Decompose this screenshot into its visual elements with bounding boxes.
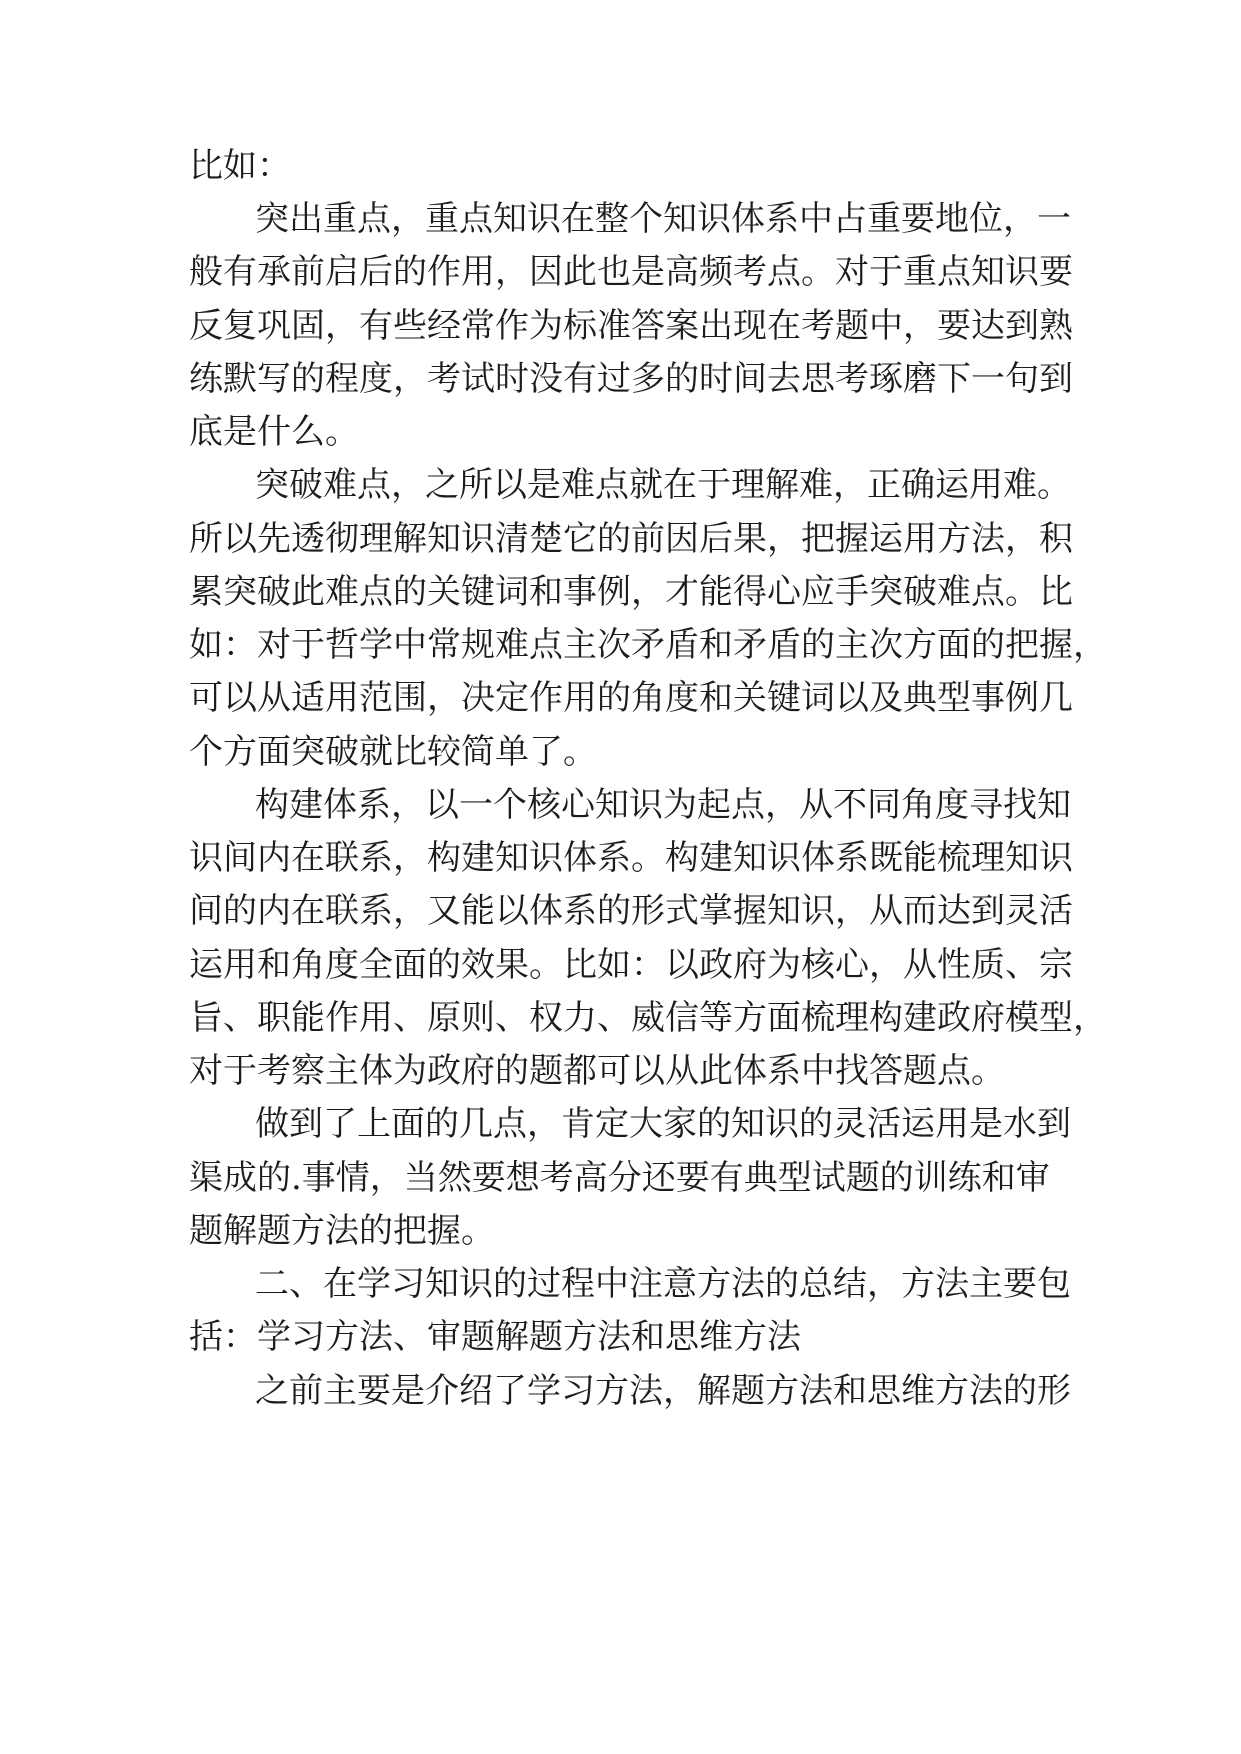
text-line: 括：学习方法、审题解题方法和思维方法 (189, 1317, 801, 1357)
text-line: 个方面突破就比较简单了。 (189, 732, 597, 772)
text-line: 累突破此难点的关键词和事例，才能得心应手突破难点。比 (189, 572, 1073, 612)
paragraph-first-line: 构建体系，以一个核心知识为起点，从不同角度寻找知 (255, 785, 1071, 825)
paragraph-first-line: 突出重点，重点知识在整个知识体系中占重要地位，一 (255, 199, 1071, 239)
text-line: 题解题方法的把握。 (189, 1211, 495, 1251)
text-line: 对于考察主体为政府的题都可以从此体系中找答题点。 (189, 1051, 1005, 1091)
paragraph-first-line: 之前主要是介绍了学习方法，解题方法和思维方法的形 (255, 1371, 1071, 1411)
text-line: 如：对于哲学中常规难点主次矛盾和矛盾的主次方面的把握， (189, 625, 1107, 665)
paragraph-first-line: 做到了上面的几点，肯定大家的知识的灵活运用是水到 (255, 1104, 1071, 1144)
text-line: 比如： (189, 146, 291, 186)
text-line: 可以从适用范围，决定作用的角度和关键词以及典型事例几 (189, 678, 1073, 718)
text-line: 般有承前启后的作用，因此也是高频考点。对于重点知识要 (189, 252, 1073, 292)
text-line: 底是什么。 (189, 412, 359, 452)
text-line: 所以先透彻理解知识清楚它的前因后果，把握运用方法，积 (189, 519, 1073, 559)
text-line: 旨、职能作用、原则、权力、威信等方面梳理构建政府模型， (189, 998, 1107, 1038)
text-line: 渠成的.事情，当然要想考高分还要有典型试题的训练和审 (189, 1158, 1050, 1198)
paragraph-first-line: 二、在学习知识的过程中注意方法的总结，方法主要包 (255, 1264, 1071, 1304)
text-line: 识间内在联系，构建知识体系。构建知识体系既能梳理知识 (189, 838, 1073, 878)
text-line: 练默写的程度，考试时没有过多的时间去思考琢磨下一句到 (189, 359, 1073, 399)
text-line: 反复巩固，有些经常作为标准答案出现在考题中，要达到熟 (189, 306, 1073, 346)
text-line: 间的内在联系，又能以体系的形式掌握知识，从而达到灵活 (189, 891, 1073, 931)
paragraph-first-line: 突破难点，之所以是难点就在于理解难，正确运用难。 (255, 465, 1071, 505)
text-line: 运用和角度全面的效果。比如：以政府为核心，从性质、宗 (189, 945, 1073, 985)
